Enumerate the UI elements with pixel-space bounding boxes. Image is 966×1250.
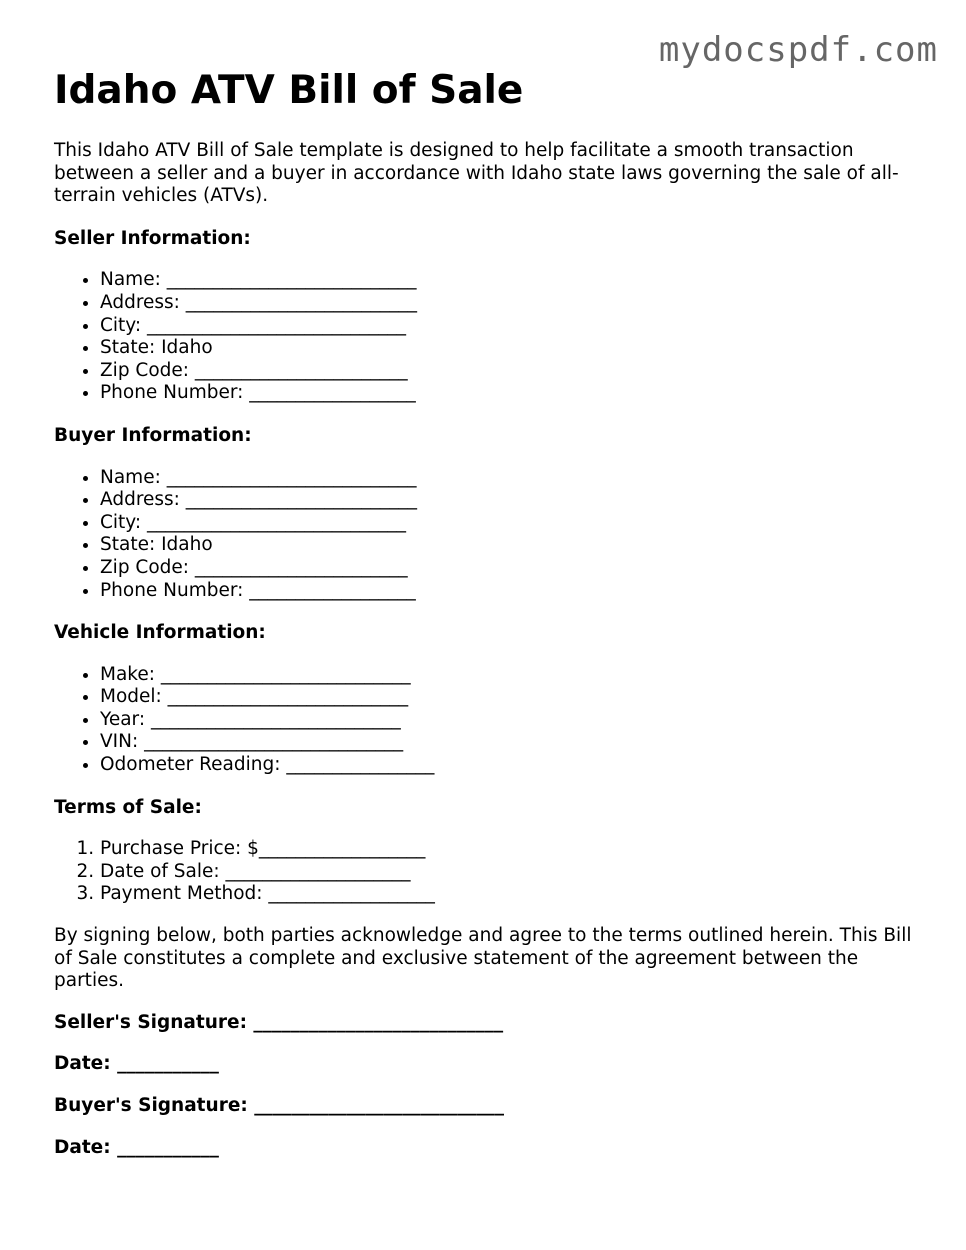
seller-address-field: • Address: _________________________: [100, 292, 924, 315]
vehicle-vin-field: • VIN: ____________________________: [100, 731, 924, 754]
seller-name-field: • Name: ___________________________: [100, 269, 924, 292]
seller-state-field: • State: Idaho: [100, 337, 924, 360]
seller-list: [54, 269, 924, 405]
vehicle-year-field: • Year: ___________________________: [100, 709, 924, 732]
buyer-date-line: Date: ___________: [54, 1136, 219, 1158]
seller-city-field: • City: ____________________________: [100, 315, 924, 338]
seller-heading: Seller Information:: [54, 227, 251, 249]
vehicle-odometer-field: • Odometer Reading: ________________: [100, 754, 924, 777]
seller-date-line: Date: ___________: [54, 1053, 219, 1075]
buyer-name-field: • Name: ___________________________: [100, 467, 924, 490]
vehicle-make-field: • Make: ___________________________: [100, 664, 924, 687]
page-title: Idaho ATV Bill of Sale: [54, 68, 524, 113]
terms-heading: Terms of Sale:: [54, 796, 202, 818]
buyer-address-field: • Address: _________________________: [100, 489, 924, 512]
date-of-sale-field: 2. Date of Sale: ____________________: [100, 861, 924, 884]
seller-signature-line: Seller's Signature: ___________________________: [54, 1011, 504, 1033]
seller-phone-field: • Phone Number: __________________: [100, 382, 924, 405]
buyer-city-field: • City: ____________________________: [100, 512, 924, 535]
document-page: [54, 68, 924, 1159]
buyer-signature-line: Buyer's Signature: ___________________________: [54, 1095, 504, 1116]
vehicle-heading: Vehicle Information:: [54, 622, 266, 644]
buyer-phone-field: • Phone Number: __________________: [100, 580, 924, 603]
buyer-state-field: • State: Idaho: [100, 534, 924, 557]
purchase-price-field: 1. Purchase Price: $__________________: [100, 838, 924, 861]
closing-paragraph: By signing below, both parties acknowledge and agree to the terms outlined herein. This Bill of Sale constitutes a complete and exclusive statement of the agreement between the parties.: [54, 925, 912, 992]
buyer-heading: Buyer Information:: [54, 424, 252, 446]
vehicle-model-field: • Model: __________________________: [100, 686, 924, 709]
vehicle-list: [54, 664, 924, 777]
payment-method-field: 3. Payment Method: __________________: [100, 883, 924, 906]
buyer-zip-field: • Zip Code: _______________________: [100, 557, 924, 580]
intro-paragraph: This Idaho ATV Bill of Sale template is designed to help facilitate a smooth transaction between a seller and a buyer in accordance with Idaho state laws governing the sale of all-terrain vehicles (ATVs).: [54, 140, 899, 207]
buyer-list: [54, 467, 924, 603]
watermark: mydocspdf.com: [658, 30, 938, 70]
seller-zip-field: • Zip Code: _______________________: [100, 360, 924, 383]
terms-list: [54, 838, 924, 906]
